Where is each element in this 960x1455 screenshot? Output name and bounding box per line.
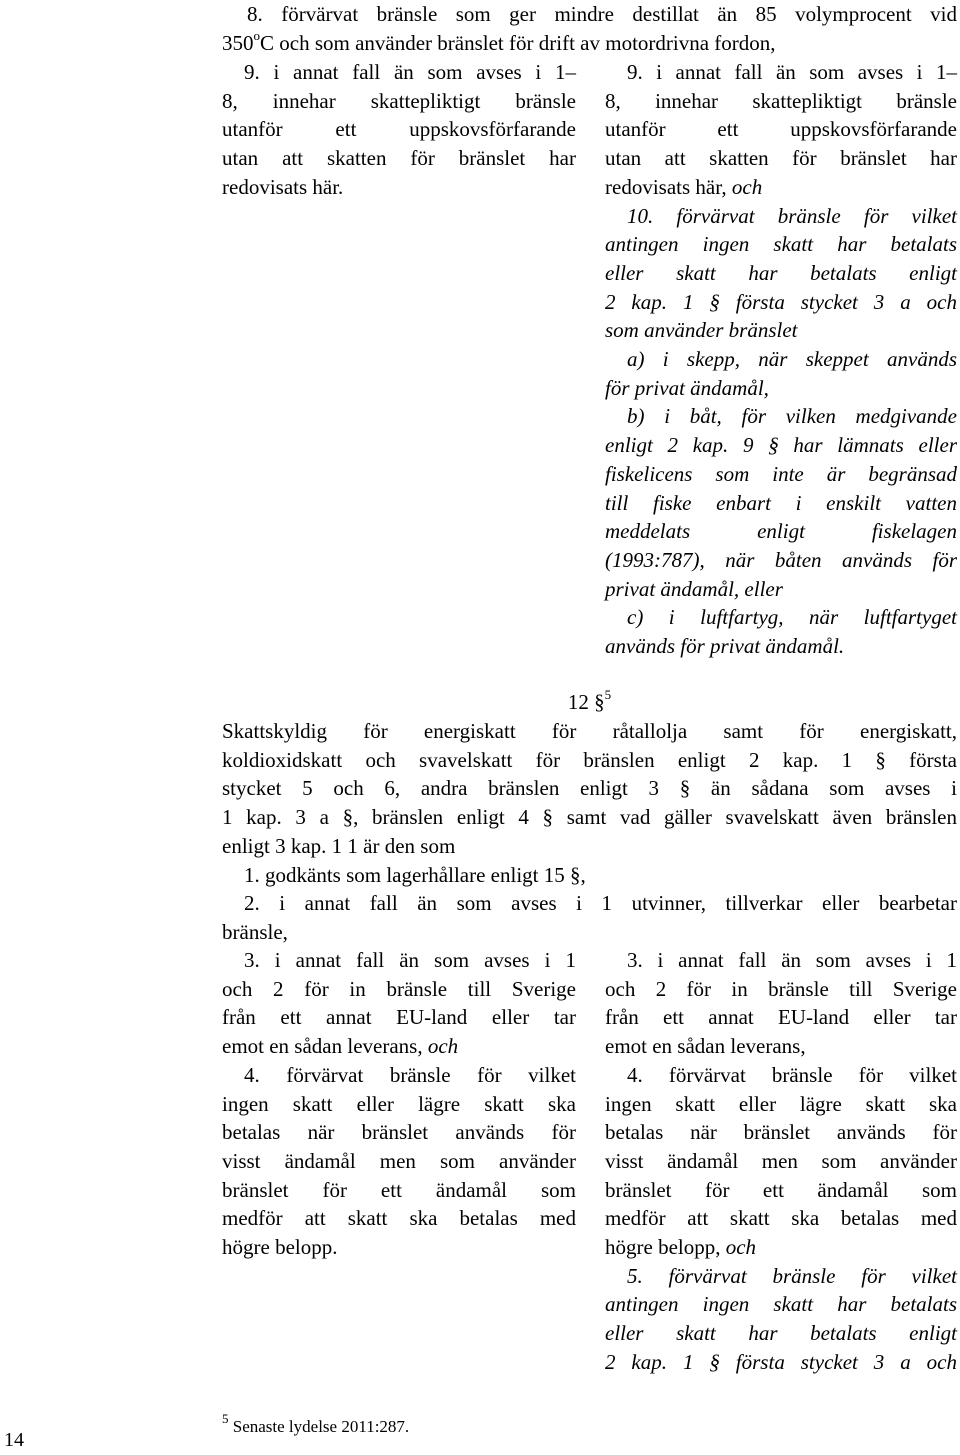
right-item-4-line-3: betalas när bränslet används för — [605, 1120, 957, 1145]
left-item-4-line-6: medför att skatt ska betalas med — [222, 1206, 576, 1231]
right-item-10b-line-2: enligt 2 kap. 9 § har lämnats eller — [605, 433, 957, 458]
section-item-1: 1. godkänts som lagerhållare enligt 15 §, — [244, 862, 586, 887]
right-column-bottom — [605, 946, 957, 1377]
left-item-4-line-4: visst ändamål men som använder — [222, 1148, 576, 1173]
item-8-rest: C och som använder bränslet för drift av motordrivna fordon, — [260, 31, 776, 55]
left-item-3-och: och — [422, 1034, 459, 1059]
section-item-2-line-2: bränsle, — [222, 919, 288, 944]
right-item-4-line-6: medför att skatt ska betalas med — [605, 1206, 957, 1231]
right-item-9-line-1: 9. i annat fall än som avses i 1– — [627, 60, 957, 84]
degree-superscript: o — [253, 28, 260, 43]
right-item-9-line-5 — [605, 173, 957, 202]
right-item-9-line-2: 8, innehar skattepliktigt bränsle — [605, 88, 957, 113]
right-item-10b-line-5: meddelats enligt fiskelagen — [605, 519, 957, 544]
left-item-4-line-7: högre belopp. — [222, 1235, 338, 1260]
right-item-10b-line-1: b) i båt, för vilken medgivande — [627, 404, 957, 429]
section-line-5: enligt 3 kap. 1 1 är den som — [222, 833, 456, 858]
section-body — [222, 717, 957, 947]
left-item-4-line-2: ingen skatt eller lägre skatt ska — [222, 1091, 576, 1116]
right-item-4-line-7 — [605, 1233, 957, 1262]
left-item-9-line-1: 9. i annat fall än som avses i 1– — [244, 60, 576, 84]
right-item-3-line-4: emot en sådan leverans, — [605, 1034, 806, 1059]
left-item-4-line-5: bränslet för ett ändamål som — [222, 1177, 576, 1202]
right-item-10c-line-1: c) i luftfartyg, när luftfartyget — [627, 605, 957, 630]
right-item-10-line-3: eller skatt har betalats enligt — [605, 260, 957, 285]
right-item-10-line-5: som använder bränslet — [605, 318, 798, 343]
left-item-3-line-4 — [222, 1032, 576, 1061]
right-item-3-line-1: 3. i annat fall än som avses i 1 — [627, 948, 957, 972]
item-8-temp-value: 350 — [222, 31, 254, 55]
right-item-10a-line-2: för privat ändamål, — [605, 375, 769, 400]
right-item-9-line-5-text: redovisats här, — [605, 174, 727, 199]
section-heading — [222, 688, 957, 717]
right-item-9-och: och — [726, 174, 763, 199]
left-item-9-line-2: 8, innehar skattepliktigt bränsle — [222, 88, 576, 113]
right-item-3-line-3: från ett annat EU-land eller tar — [605, 1005, 957, 1030]
left-column-bottom — [222, 946, 576, 1262]
left-item-4-line-1: 4. förvärvat bränsle för vilket — [244, 1062, 576, 1087]
left-item-9-line-4: utan att skatten för bränslet har — [222, 146, 576, 171]
right-item-4-line-4: visst ändamål men som använder — [605, 1148, 957, 1173]
section-heading-text: 12 § — [567, 690, 605, 714]
left-item-9-line-3: utanför ett uppskovsförfarande — [222, 117, 576, 142]
right-item-9-line-4: utan att skatten för bränslet har — [605, 146, 957, 171]
left-item-3-line-4-text: emot en sådan leverans, — [222, 1034, 423, 1059]
footnote-text: Senaste lydelse 2011:287. — [228, 1417, 410, 1436]
right-item-4-line-1: 4. förvärvat bränsle för vilket — [627, 1062, 957, 1087]
section-item-2-line-1: 2. i annat fall än som avses i 1 utvinner, tillverkar eller bearbetar — [244, 891, 957, 916]
right-item-5-line-2: antingen ingen skatt har betalats — [605, 1292, 957, 1317]
footnote — [222, 1411, 410, 1438]
right-item-10-line-4: 2 kap. 1 § första stycket 3 a och — [605, 289, 957, 314]
right-item-10-line-2: antingen ingen skatt har betalats — [605, 232, 957, 257]
right-item-4-line-7-text: högre belopp, — [605, 1235, 721, 1260]
footnote-number: 5 — [222, 1411, 229, 1427]
section-line-1: Skattskyldig för energiskatt för råtallolja samt för energiskatt, — [222, 719, 957, 743]
page-number: 14 — [4, 1429, 24, 1451]
section-line-3: stycket 5 och 6, andra bränslen enligt 3 § än sådana som avses i — [222, 776, 957, 801]
section-line-4: 1 kap. 3 a §, bränslen enligt 4 § samt vad gäller svavelskatt även bränslen — [222, 805, 957, 830]
right-item-10-line-1: 10. förvärvat bränsle för vilket — [627, 203, 957, 228]
right-item-4-line-2: ingen skatt eller lägre skatt ska — [605, 1091, 957, 1116]
right-item-5-line-3: eller skatt har betalats enligt — [605, 1321, 957, 1346]
right-item-10b-line-7: privat ändamål, eller — [605, 576, 783, 601]
item-8-line-1: 8. förvärvat bränsle som ger mindre destillat än 85 volymprocent vid — [247, 2, 957, 26]
right-item-4-och: och — [720, 1235, 757, 1260]
section-line-2: koldioxidskatt och svavelskatt för bränslen enligt 2 kap. 1 § första — [222, 747, 957, 772]
right-item-10b-line-4: till fiske enbart i enskilt vatten — [605, 490, 957, 515]
right-item-5-line-4: 2 kap. 1 § första stycket 3 a och — [605, 1349, 957, 1374]
right-item-9-line-3: utanför ett uppskovsförfarande — [605, 117, 957, 142]
left-item-3-line-2: och 2 för in bränsle till Sverige — [222, 976, 576, 1001]
item-8-line-2 — [222, 29, 957, 58]
right-item-10c-line-2: används för privat ändamål. — [605, 634, 845, 659]
section-heading-footnote-ref: 5 — [604, 687, 612, 702]
right-item-10b-line-3: fiskelicens som inte är begränsad — [605, 461, 957, 486]
left-column-top — [222, 58, 576, 202]
left-item-9-line-5: redovisats här. — [222, 174, 344, 199]
right-item-4-line-5: bränslet för ett ändamål som — [605, 1177, 957, 1202]
left-item-3-line-1: 3. i annat fall än som avses i 1 — [244, 948, 576, 972]
right-item-5-line-1: 5. förvärvat bränsle för vilket — [627, 1263, 957, 1288]
right-item-10a-line-1: a) i skepp, när skeppet används — [627, 347, 957, 372]
left-item-4-line-3: betalas när bränslet används för — [222, 1120, 576, 1145]
left-item-3-line-3: från ett annat EU-land eller tar — [222, 1005, 576, 1030]
right-item-10b-line-6: (1993:787), när båten används för — [605, 547, 957, 572]
right-item-3-line-2: och 2 för in bränsle till Sverige — [605, 976, 957, 1001]
right-column-top — [605, 58, 957, 661]
